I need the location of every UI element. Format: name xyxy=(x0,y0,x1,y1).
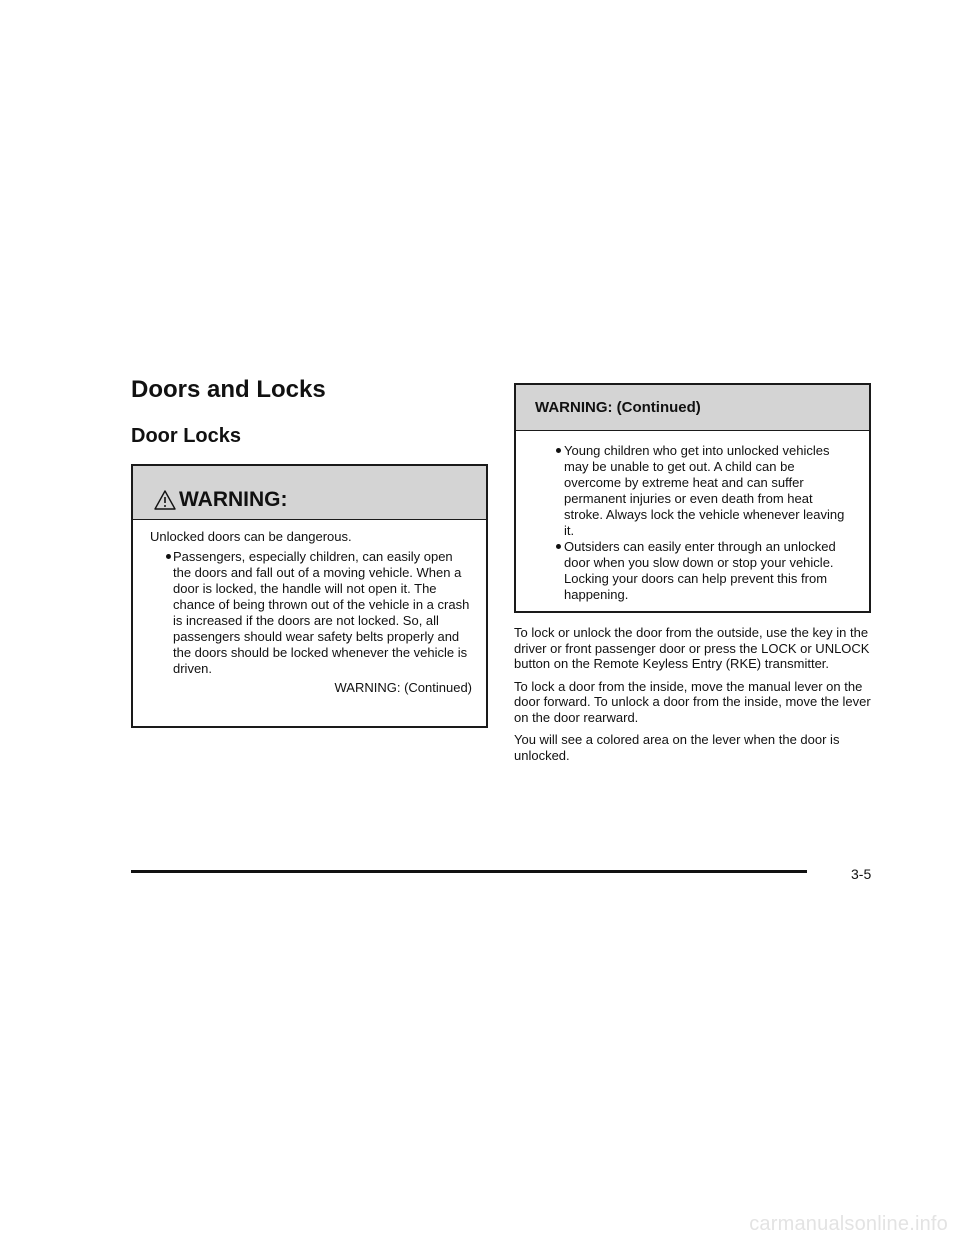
warning-continued-header: WARNING: (Continued) xyxy=(516,385,869,431)
paragraph: You will see a colored area on the lever when the door is unlocked. xyxy=(514,732,840,763)
paragraph: To lock or unlock the door from the outside, use the key in the driver or front passenger door or press the LOCK or UNLOCK button on the Remote Keyless Entry (RKE) transmitter. xyxy=(514,625,870,671)
warning-box xyxy=(131,464,488,728)
watermark: carmanualsonline.info xyxy=(749,1213,948,1235)
paragraph: To lock a door from the inside, move the manual lever on the door forward. To unlock a door from the inside, move the lever on the door rearward. xyxy=(514,678,871,725)
warning-title: WARNING: xyxy=(179,487,288,511)
list-item: Passengers, especially children, can easily open the doors and fall out of a moving vehicle. When a door is locked, the handle will not open it. The chance of being thrown out of the vehicle in a crash is increased if the doors are not locked. So, all passengers should wear safety belts properly and the doors should be locked whenever the vehicle is driven. xyxy=(150,549,472,677)
subsection-title: Door Locks xyxy=(131,425,242,447)
warning-continued: WARNING: (Continued) xyxy=(334,680,472,695)
warning-intro: Unlocked doors can be dangerous. xyxy=(150,529,352,544)
footer-rule xyxy=(131,870,807,873)
warning-continued-body xyxy=(516,431,869,603)
section-title: Doors and Locks xyxy=(131,376,326,403)
warning-triangle-icon xyxy=(154,489,176,511)
list-item: Young children who get into unlocked vehicles may be unable to get out. A child can be overcome by extreme heat and can suffer permanent injuries or even death from heat stroke. Always lock the vehicle whenever leaving it. xyxy=(532,443,855,539)
warning-body xyxy=(133,520,486,696)
page-number: 3-5 xyxy=(851,866,872,882)
body-text xyxy=(514,625,874,770)
warning-continued-box xyxy=(514,383,871,613)
warning-bullets xyxy=(532,443,855,603)
list-item: Outsiders can easily enter through an unlocked door when you slow down or stop your vehicle. Locking your doors can help prevent this from happening. xyxy=(532,539,855,603)
warning-header xyxy=(133,466,486,520)
warning-bullets xyxy=(150,549,472,677)
